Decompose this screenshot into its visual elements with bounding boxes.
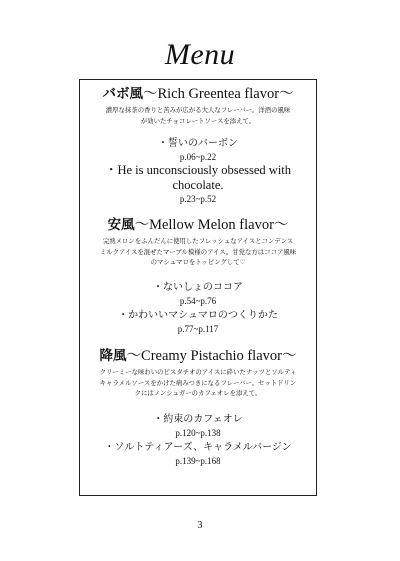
story-entry [82,309,314,335]
story-title: ・ソルトティアーズ、キャラメルバージン [104,442,292,453]
story-title-continued: chocolate. [172,178,224,192]
section-description [82,236,314,268]
story-entry [82,441,314,467]
section-heading-flavor: 〜Mellow Melon flavor〜 [134,217,289,233]
description-line: 濃厚な抹茶の香りと苦みが広がる大人なフレーバー。洋酒の風味 [105,106,291,114]
section-heading [82,348,314,365]
description-line: 完熟メロンをふんだんに使用したフレッシュなアイスとコンデンス [102,237,294,245]
story-pages: p.139~p.168 [175,456,221,466]
story-pages: p.06~p.22 [179,152,217,162]
story-pages: p.54~p.76 [179,296,217,306]
description-line: キャラメルソースをかけた病みつきになるフレーバー。セットドリン [99,378,297,387]
section-heading-prefix: バボ風 [102,86,143,102]
section-heading-prefix: 降風 [99,348,127,364]
story-pages: p.77~p.117 [177,324,219,334]
section-greentea [82,86,314,126]
description-line: が効いたチョコレートソースを添えて。 [140,116,256,125]
story-title: ・誓いのバーボン [158,138,238,149]
page-number: 3 [197,520,203,531]
section-heading-flavor: 〜Rich Greentea flavor〜 [142,86,294,102]
story-entry [82,413,314,439]
description-line: ミルクアイスを混ぜたマーブル模様のアイス。甘党な方はココア風味 [99,247,297,256]
section-description [82,367,314,399]
section-description [82,105,314,126]
story-entry [82,137,314,163]
section-heading-prefix: 安風 [107,217,135,233]
story-pages: p.120~p.138 [175,428,221,438]
story-title: ・He is unconsciously obsessed with [104,163,292,177]
section-pistachio [82,348,314,399]
story-title: ・約束のカフェオレ [153,414,243,425]
story-entry [82,281,314,307]
description-line: クリーミーな味わいのピスタチオのアイスに砕いたナッツとソルティ [99,368,297,376]
story-title: ・かわいいマシュマロのつくりかた [118,310,278,321]
section-heading [82,217,314,234]
story-title: ・ないしょのココア [153,282,243,293]
description-line: のマシュマロをトッピングして♡ [150,258,246,266]
section-heading [82,86,314,103]
section-heading-flavor: 〜Creamy Pistachio flavor〜 [126,348,297,364]
description-line: クにはノンシュガーのカフェオレを添えて。 [134,389,262,397]
page-title: Menu [164,38,236,71]
story-entry [82,163,314,205]
story-pages: p.23~p.52 [179,194,217,204]
section-melon [82,217,314,268]
